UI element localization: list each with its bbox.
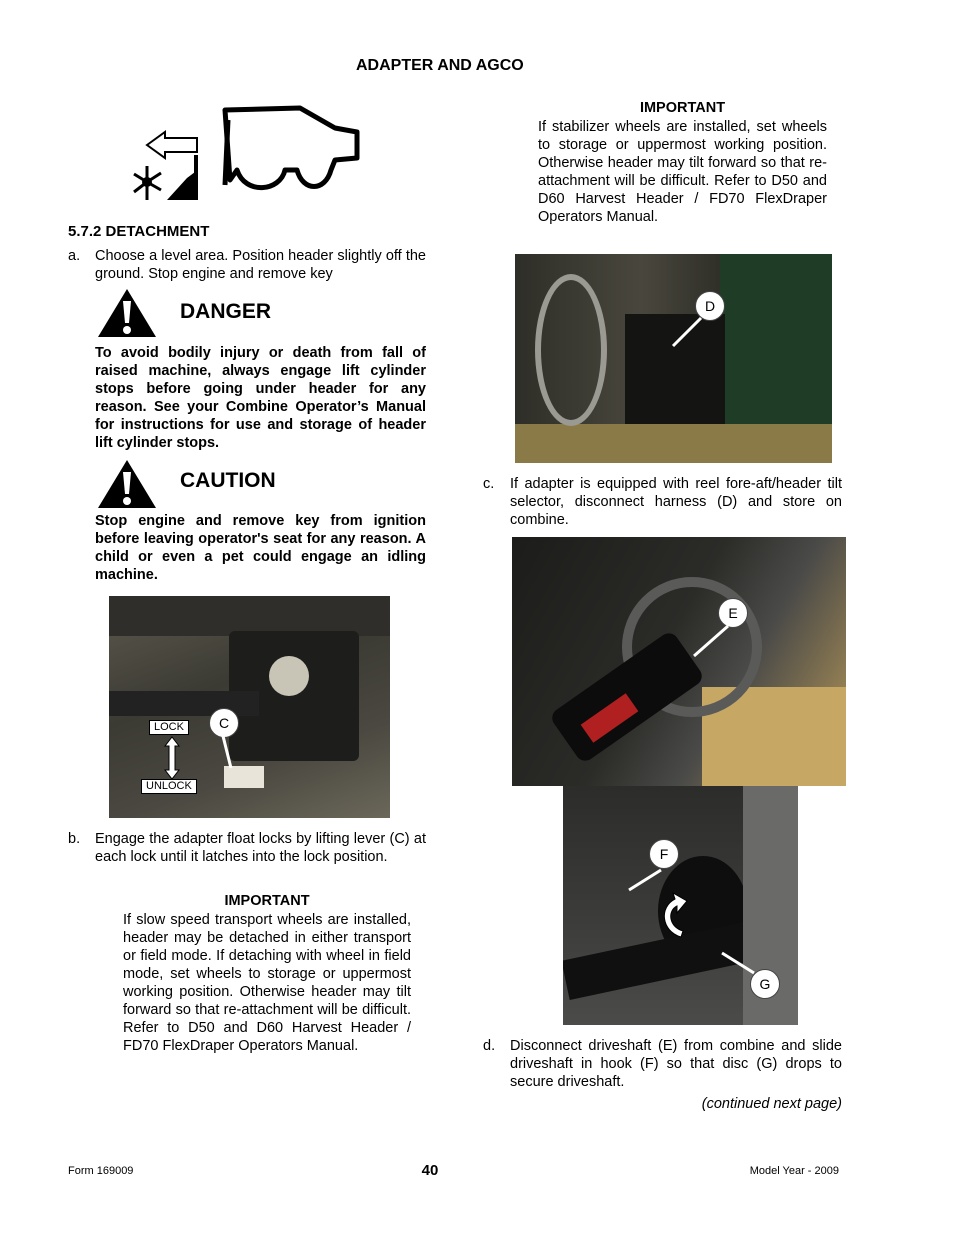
pointer-arrow	[718, 949, 758, 979]
step-a	[68, 247, 426, 287]
section-heading: 5.7.2 DETACHMENT	[68, 223, 210, 240]
page-number: 40	[421, 1162, 439, 1179]
step-b	[68, 830, 426, 886]
step-d-label: d.	[483, 1038, 496, 1054]
pointer-arrow	[688, 622, 733, 662]
step-b-label: b.	[68, 831, 81, 847]
important-right-text: If stabilizer wheels are installed, set wheels to storage or uppermost working position. Otherwise header may tilt forward so that re-attachment will be difficult. Refer to D50 and D60 Harvest Header / FD70 FlexDraper Operators Manual.	[538, 119, 827, 225]
step-a-text: Choose a level area. Position header slightly off the ground. Stop engine and remove key	[95, 248, 426, 282]
step-c-label: c.	[483, 476, 495, 492]
step-a-label: a.	[68, 248, 81, 264]
combine-detach-header-diagram	[125, 100, 365, 205]
important-left-heading: IMPORTANT	[224, 893, 310, 909]
hook-disc-photo	[563, 786, 798, 1025]
danger-text: To avoid bodily injury or death from fall of raised machine, always engage lift cylinder stops before going under header for any reason. See your Combine Operator’s Manual for instructions for use and storage of header lift cylinder stops.	[95, 345, 426, 451]
callout-c: C	[209, 708, 239, 738]
driveshaft-photo	[512, 537, 846, 786]
up-down-arrow-icon	[164, 736, 180, 780]
pointer-arrow	[625, 866, 665, 896]
unlock-label: UNLOCK	[141, 779, 197, 794]
warning-triangle-icon	[96, 458, 158, 510]
warning-triangle-icon	[96, 287, 158, 339]
step-c-text: If adapter is equipped with reel fore-aft/header tilt selector, disconnect harness (D) and store on combine.	[510, 476, 842, 528]
caution-text: Stop engine and remove key from ignition before leaving operator's seat for any reason. A child or even a pet could engage an idling machine.	[95, 513, 426, 583]
rotate-arrow-icon	[655, 891, 691, 941]
step-d-text: Disconnect driveshaft (E) from combine and slide driveshaft in hook (F) so that disc (G) drops to secure driveshaft.	[510, 1038, 842, 1090]
danger-title: DANGER	[180, 300, 272, 323]
continued-note: (continued next page)	[701, 1096, 842, 1112]
callout-f: F	[649, 839, 679, 869]
lock-label: LOCK	[149, 720, 189, 735]
callout-g: G	[750, 969, 780, 999]
step-b-text: Engage the adapter float locks by lifting lever (C) at each lock until it latches into the lock position.	[95, 831, 426, 865]
important-right-heading: IMPORTANT	[639, 100, 726, 116]
page-title: ADAPTER AND AGCO	[356, 57, 524, 74]
pointer-arrow	[219, 734, 239, 772]
pointer-arrow	[665, 314, 705, 354]
step-d	[483, 1037, 842, 1093]
footer-model-year: Model Year - 2009	[749, 1165, 839, 1177]
important-left-text: If slow speed transport wheels are installed, header may be detached in either transport or field mode. If detaching with wheel in field mode, set wheels to storage or uppermost working position. Otherwise header may tilt forward so that re-attachment will be difficult. Refer to D50 and D60 Harvest Header / FD70 FlexDraper Operators Manual.	[123, 912, 411, 1054]
callout-d: D	[695, 291, 725, 321]
harness-photo	[515, 254, 832, 463]
caution-title: CAUTION	[180, 469, 276, 492]
lock-lever-photo	[109, 596, 390, 818]
step-c	[483, 475, 842, 531]
callout-e: E	[718, 598, 748, 628]
footer-form: Form 169009	[68, 1165, 134, 1177]
